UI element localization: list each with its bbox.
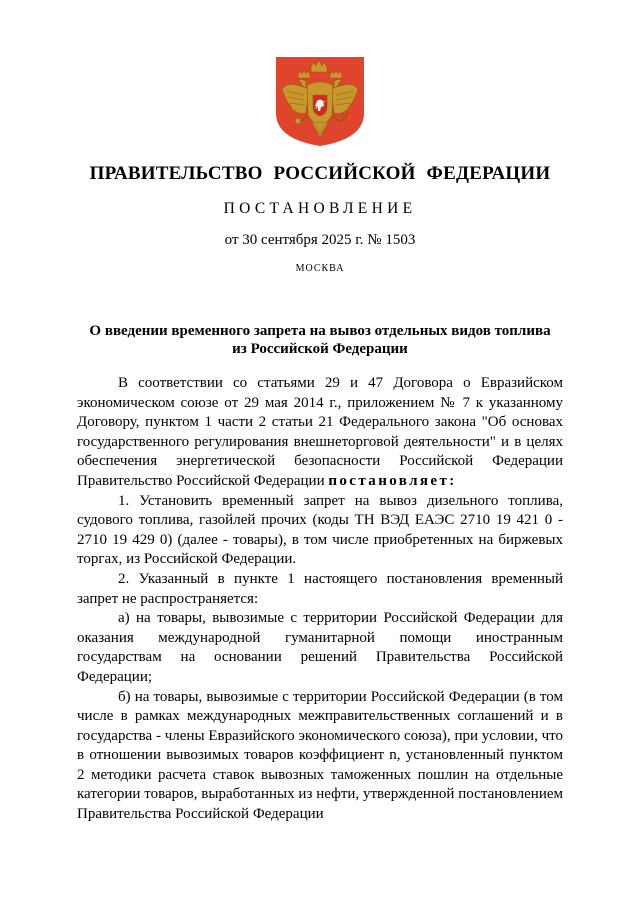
preamble-paragraph [77, 374, 563, 492]
title-line-2: из Российской Федерации [232, 341, 408, 357]
clause-2a: а) на товары, вывозимые с территории Российской Федерации для оказания международной гуманитарной помощи иностранным государствам на основании решений Правительства Российской Федерации; [77, 610, 563, 685]
government-name: ПРАВИТЕЛЬСТВО РОССИЙСКОЙ ФЕДЕРАЦИИ [89, 163, 551, 184]
document-type: ПОСТАНОВЛЕНИЕ [223, 200, 417, 217]
double-headed-eagle-icon [274, 55, 366, 147]
preamble-text: В соответствии со статьями 29 и 47 Договора о Евразийском экономическом союзе от 29 мая 2014 г., приложением № 7 к указанному Договору, пунктом 1 части 2 статьи 21 Федерального закона "Об основах государственного регулирования внешнеторговой деятельности" и в целях обеспечения энергетической безопасности Российской Федерации Правительство Российской Федерации [77, 375, 563, 489]
title-line-1: О введении временного запрета на вывоз отдельных видов топлива [89, 323, 551, 339]
clause-1: 1. Установить временный запрет на вывоз дизельного топлива, судового топлива, газойлей прочих (коды ТН ВЭД ЕАЭС 2710 19 421 0 - 2710 19 429 0) (далее - товары), в том числе приобретенных на биржевых торгах, из Российской Федерации. [77, 492, 563, 568]
clause-2: 2. Указанный в пункте 1 настоящего постановления временный запрет не распространяется: [77, 570, 563, 607]
document-date-number: от 30 сентября 2025 г. № 1503 [224, 232, 416, 248]
document-body [77, 374, 563, 825]
clause-2b: б) на товары, вывозимые с территории Российской Федерации (в том числе в рамках международных межправительственных соглашений и в государства - члены Евразийского экономического союза), при условии, что в отношении вывозимых товаров коэффициент n, установленный пунктом 2 методики расчета ставок вывозных таможенных пошлин на отдельные категории товаров, выработанных из нефти, утвержденной постановлением Правительства Российской Федерации [77, 688, 563, 823]
document-title [0, 322, 640, 358]
document-city: МОСКВА [295, 263, 345, 274]
coat-of-arms-emblem [274, 55, 366, 147]
resolves-keyword: постановляет: [328, 472, 457, 489]
